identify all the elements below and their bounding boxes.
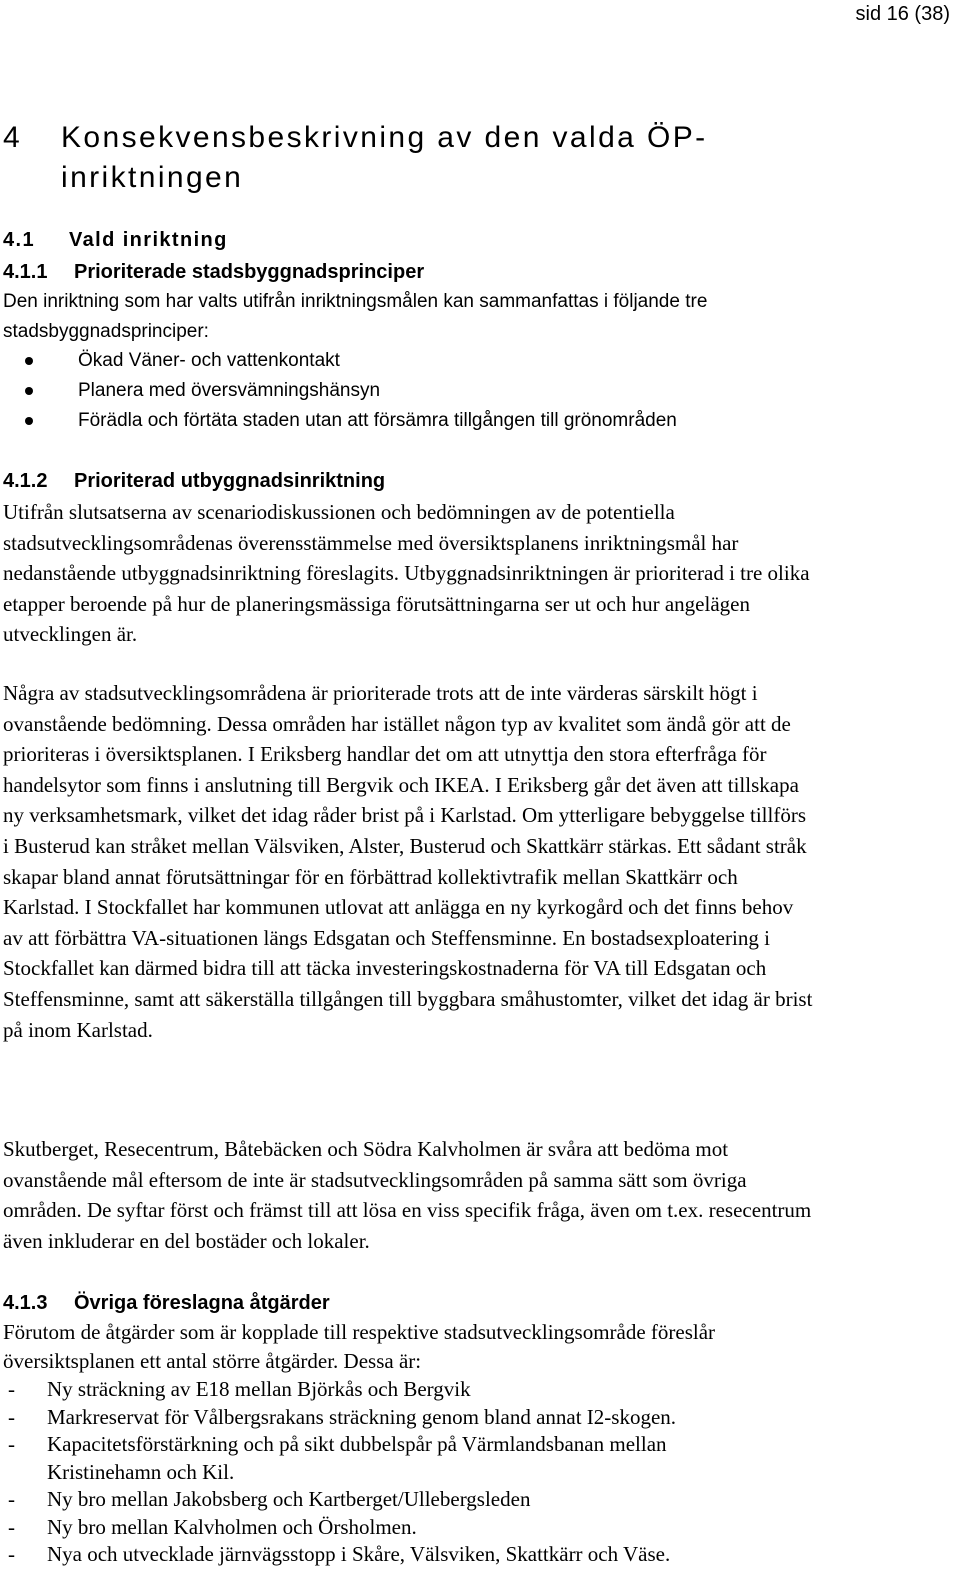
list-item-text: Ökad Väner- och vattenkontakt (78, 350, 340, 371)
subsection3-number: 4.1.3 (3, 1292, 48, 1314)
bullet-icon (25, 387, 33, 395)
dash-marker: - (8, 1487, 15, 1511)
dash-marker: - (8, 1514, 15, 1539)
dash-marker: - (8, 1404, 15, 1429)
subsection2-title: Prioriterad utbyggnadsinriktning (74, 470, 386, 492)
list-item (0, 1486, 676, 1514)
list-item (0, 1404, 676, 1432)
subsection2-paragraph-1: Utifrån slutsatserna av scenariodiskussionen och bedömningen av de potentiella stadsutvecklingsområdenas överensstämmelse med översiktsplanens inriktningsmål har nedanstående utbyggnadsinriktning föreslagits. Utbyggnadsinriktningen är prioriterad i tre olika etapper beroende på hur de planeringsmässiga förutsättningarna ser ut och hur angelägen utvecklingen är. (3, 500, 810, 647)
principles-list (0, 346, 677, 436)
list-item (0, 1376, 676, 1404)
subsection2-number: 4.1.2 (3, 470, 48, 492)
list-item-text: Ny bro mellan Kalvholmen och Örsholmen. (47, 1514, 417, 1539)
chapter-heading (3, 118, 903, 198)
page-number: sid 16 (38) (855, 3, 950, 25)
list-item-text: Planera med översvämningshänsyn (78, 380, 381, 401)
subsection1-intro: Den inriktning som har valts utifrån inriktningsmålen kan sammanfattas i följande tre stadsbyggnadsprinciper: (3, 291, 708, 342)
subsection1-heading (3, 261, 424, 284)
section-title: Vald inriktning (69, 229, 228, 251)
bullet-icon (25, 417, 33, 425)
list-item-text: Förädla och förtäta staden utan att försämra tillgången till grönområden (78, 410, 677, 431)
measures-list (0, 1376, 676, 1569)
subsection2-heading (3, 470, 385, 493)
chapter-title-line2: inriktningen (61, 161, 244, 194)
subsection3-intro: Förutom de åtgärder som är kopplade till respektive stadsutvecklingsområde föreslår översiktsplanen ett antal större åtgärder. Dessa är: (3, 1320, 716, 1373)
list-item-text: Ny sträckning av E18 mellan Björkås och Bergvik (47, 1377, 471, 1401)
dash-marker: - (8, 1377, 15, 1401)
subsection3-heading (3, 1292, 330, 1315)
section-heading (3, 229, 228, 252)
dash-marker: - (8, 1432, 15, 1456)
list-item (0, 1514, 676, 1542)
list-item (0, 1541, 676, 1569)
subsection2-paragraph-3: Skutberget, Resecentrum, Båtebäcken och Södra Kalvholmen är svåra att bedöma mot ovanstående mål eftersom de inte är stadsutvecklingsområden på samma sätt som övriga områden. De syftar först och främst till att lösa en viss specifik fråga, även om t.ex. resecentrum även inkluderar en del bostäder och lokaler. (3, 1137, 812, 1253)
list-item (0, 1431, 676, 1486)
list-item (0, 346, 677, 376)
list-item (0, 406, 677, 436)
subsection1-title: Prioriterade stadsbyggnadsprinciper (74, 261, 425, 283)
list-item-text: Ny bro mellan Jakobsberg och Kartberget/Ullebergsleden (47, 1487, 531, 1511)
list-item (0, 376, 677, 406)
list-item-text: Nya och utvecklade järnvägsstopp i Skåre, Välsviken, Skattkärr och Väse. (47, 1542, 671, 1566)
bullet-icon (25, 357, 33, 365)
chapter-title-line1: Konsekvensbeskrivning av den valda ÖP- (61, 121, 708, 154)
section-number: 4.1 (3, 229, 36, 251)
subsection1-number: 4.1.1 (3, 261, 48, 283)
dash-marker: - (8, 1542, 15, 1566)
subsection3-title: Övriga föreslagna åtgärder (74, 1292, 330, 1314)
list-item-text: Kapacitetsförstärkning och på sikt dubbelspår på Värmlandsbanan mellan (47, 1432, 667, 1456)
subsection2-paragraph-2: Några av stadsutvecklingsområdena är prioriterade trots att de inte värderas särskilt högt i ovanstående bedömning. Dessa områden har istället någon typ av kvalitet som ändå gör att de prioriteras i översiktsplanen. I Eriksberg handlar det om att utnyttja den stora efterfråga för handelsytor som finns i anslutning till Bergvik och IKEA. I Eriksberg går det även att tillskapa ny verksamhetsmark, vilket det idag råder brist på i Karlstad. Om ytterligare bebyggelse tillförs i Busterud kan stråket mellan Välsviken, Alster, Busterud och Skattkärr stärkas. Ett sådant stråk skapar bland annat förutsättningar för en förbättrad kollektivtrafik mellan Skattkärr och Karlstad. I Stockfallet har kommunen utlovat att anlägga en ny kyrkogård och det finns behov av att förbättra VA-situationen längs Edsgatan och Steffensminne. En bostadsexploatering i Stockfallet kan därmed bidra till att täcka investeringskostnaderna för VA till Edsgatan och Steffensminne, samt att säkerställa tillgången till byggbara småhustomter, vilket det idag är brist på inom Karlstad. (3, 681, 813, 1042)
chapter-number: 4 (3, 121, 23, 154)
list-item-text: Markreservat för Vålbergsrakans sträckning genom bland annat I2-skogen. (47, 1404, 677, 1429)
list-item-text-continued: Kristinehamn och Kil. (47, 1459, 235, 1484)
